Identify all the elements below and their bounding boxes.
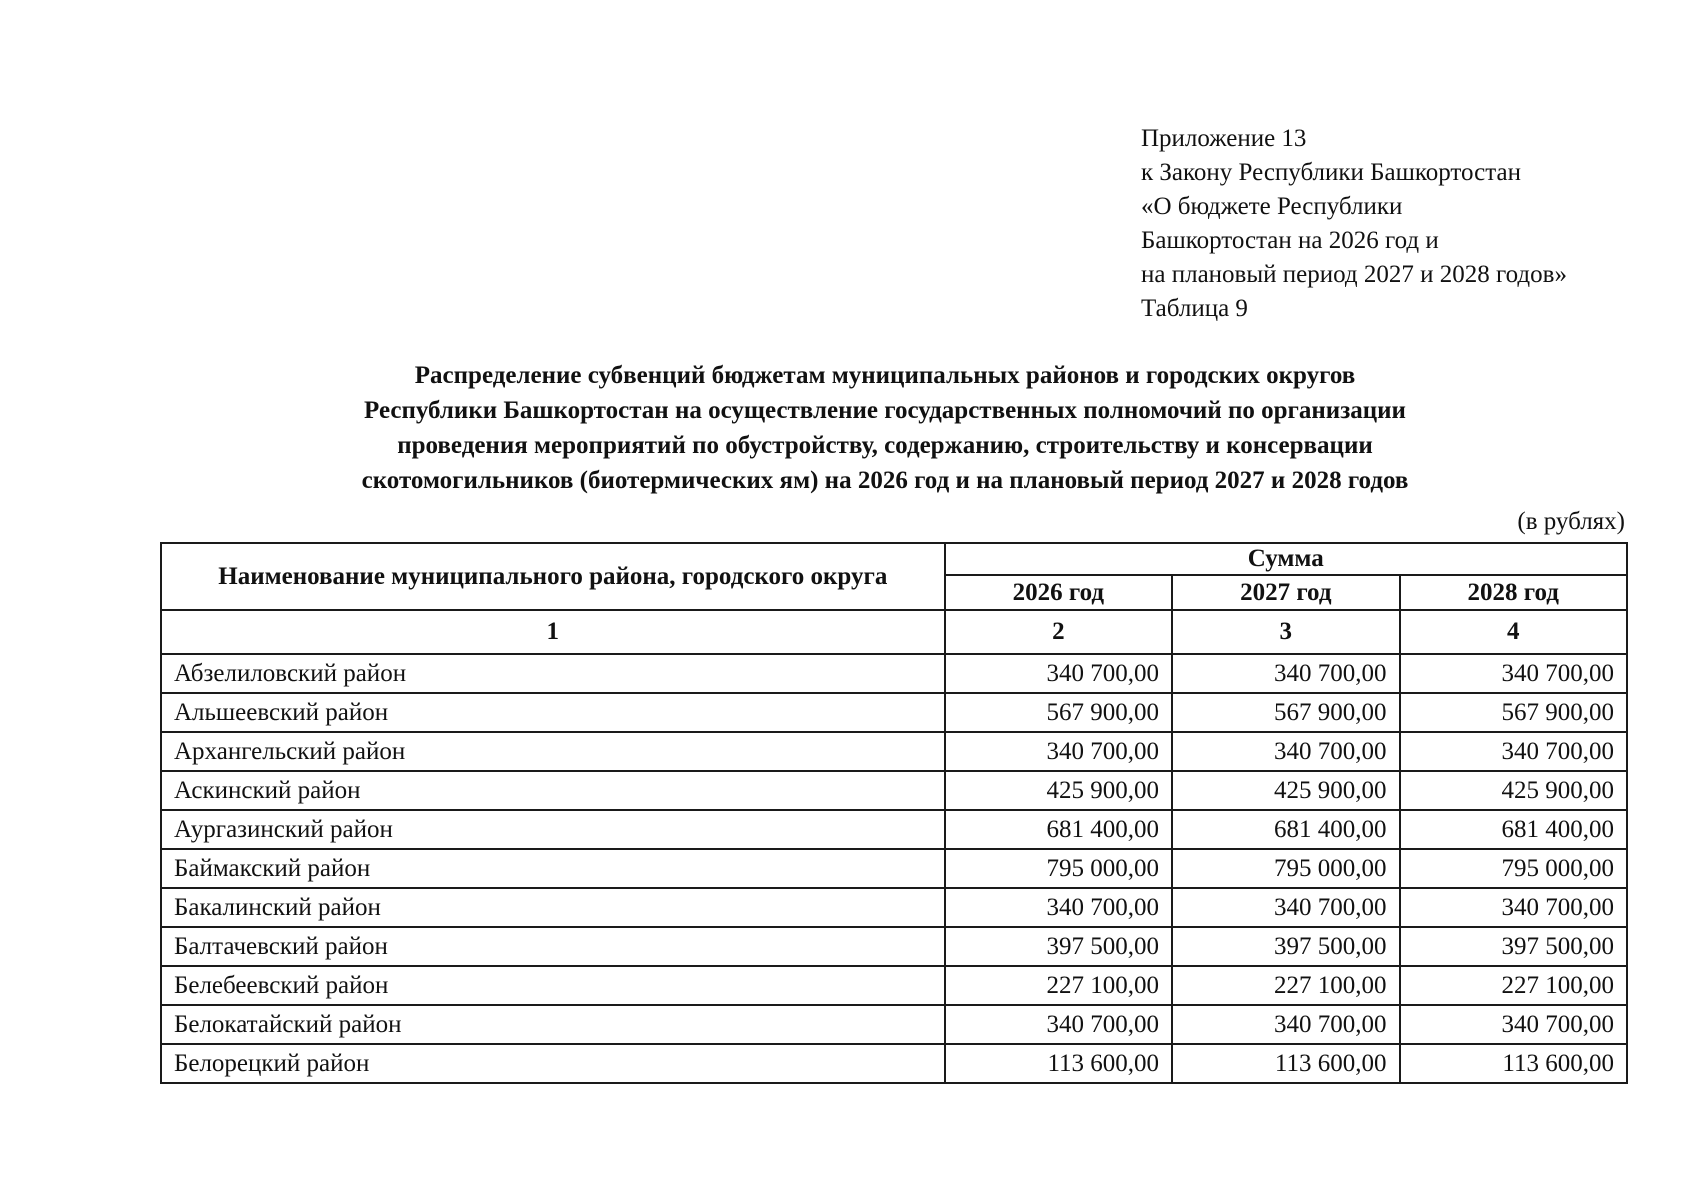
title-line: Республики Башкортостан на осуществление государственных полномочий по организации [364, 397, 1406, 424]
units-note: (в рублях) [1517, 508, 1625, 535]
table-row [161, 1044, 1627, 1083]
attachment-line: «О бюджете Республики [1141, 193, 1403, 220]
amount-2026-cell: 425 900,00 [945, 771, 1172, 810]
subvention-table [160, 542, 1628, 1084]
amount-2026-cell: 113 600,00 [945, 1044, 1172, 1083]
district-name-cell: Бакалинский район [161, 888, 945, 927]
district-name-cell: Белорецкий район [161, 1044, 945, 1083]
district-name-cell: Баймакский район [161, 849, 945, 888]
amount-2027-cell: 681 400,00 [1172, 810, 1399, 849]
table-number: Таблица 9 [1141, 295, 1248, 322]
district-name-cell: Балтачевский район [161, 927, 945, 966]
amount-2027-cell: 340 700,00 [1172, 888, 1399, 927]
table-row [161, 654, 1627, 693]
title-line: скотомогильников (биотермических ям) на 2026 год и на плановый период 2027 и 2028 годов [361, 467, 1409, 494]
amount-2027-cell: 567 900,00 [1172, 693, 1399, 732]
attachment-line: Приложение 13 [1141, 125, 1307, 152]
district-name-cell: Абзелиловский район [161, 654, 945, 693]
amount-2027-cell: 340 700,00 [1172, 732, 1399, 771]
amount-2026-cell: 567 900,00 [945, 693, 1172, 732]
district-name-cell: Архангельский район [161, 732, 945, 771]
district-name-cell: Аургазинский район [161, 810, 945, 849]
amount-2027-cell: 397 500,00 [1172, 927, 1399, 966]
amount-2028-cell: 425 900,00 [1400, 771, 1628, 810]
title-line: Распределение субвенций бюджетам муниципальных районов и городских округов [414, 362, 1356, 389]
column-number: 3 [1172, 610, 1399, 654]
amount-2027-cell: 425 900,00 [1172, 771, 1399, 810]
amount-2026-cell: 340 700,00 [945, 888, 1172, 927]
table-row [161, 849, 1627, 888]
amount-2028-cell: 227 100,00 [1400, 966, 1628, 1005]
table-row [161, 810, 1627, 849]
table-row [161, 927, 1627, 966]
amount-2028-cell: 340 700,00 [1400, 1005, 1628, 1044]
attachment-line: Башкортостан на 2026 год и [1141, 227, 1439, 254]
column-number: 4 [1400, 610, 1628, 654]
amount-2027-cell: 227 100,00 [1172, 966, 1399, 1005]
header-year-2028: 2028 год [1400, 575, 1628, 610]
attachment-reference [1141, 122, 1567, 326]
amount-2028-cell: 340 700,00 [1400, 888, 1628, 927]
table-row [161, 693, 1627, 732]
table-row [161, 966, 1627, 1005]
document-title [160, 358, 1610, 498]
district-name-cell: Белебеевский район [161, 966, 945, 1005]
amount-2026-cell: 340 700,00 [945, 654, 1172, 693]
amount-2026-cell: 340 700,00 [945, 732, 1172, 771]
amount-2028-cell: 340 700,00 [1400, 732, 1628, 771]
amount-2028-cell: 340 700,00 [1400, 654, 1628, 693]
column-number: 1 [161, 610, 945, 654]
amount-2026-cell: 795 000,00 [945, 849, 1172, 888]
title-line: проведения мероприятий по обустройству, содержанию, строительству и консервации [397, 432, 1373, 459]
amount-2027-cell: 340 700,00 [1172, 654, 1399, 693]
table-row [161, 732, 1627, 771]
amount-2028-cell: 113 600,00 [1400, 1044, 1628, 1083]
header-year-2027: 2027 год [1172, 575, 1399, 610]
table-row [161, 771, 1627, 810]
amount-2026-cell: 227 100,00 [945, 966, 1172, 1005]
district-name-cell: Альшеевский район [161, 693, 945, 732]
amount-2026-cell: 681 400,00 [945, 810, 1172, 849]
amount-2028-cell: 397 500,00 [1400, 927, 1628, 966]
header-name: Наименование муниципального района, городского округа [161, 543, 945, 610]
table-body [161, 654, 1627, 1083]
district-name-cell: Белокатайский район [161, 1005, 945, 1044]
header-sum: Сумма [945, 543, 1627, 575]
amount-2028-cell: 681 400,00 [1400, 810, 1628, 849]
amount-2026-cell: 397 500,00 [945, 927, 1172, 966]
attachment-line: к Закону Республики Башкортостан [1141, 159, 1521, 186]
amount-2027-cell: 340 700,00 [1172, 1005, 1399, 1044]
table-row [161, 1005, 1627, 1044]
header-year-2026: 2026 год [945, 575, 1172, 610]
column-number: 2 [945, 610, 1172, 654]
amount-2026-cell: 340 700,00 [945, 1005, 1172, 1044]
table-row [161, 888, 1627, 927]
amount-2028-cell: 567 900,00 [1400, 693, 1628, 732]
amount-2027-cell: 795 000,00 [1172, 849, 1399, 888]
amount-2028-cell: 795 000,00 [1400, 849, 1628, 888]
amount-2027-cell: 113 600,00 [1172, 1044, 1399, 1083]
district-name-cell: Аскинский район [161, 771, 945, 810]
attachment-line: на плановый период 2027 и 2028 годов» [1141, 261, 1567, 288]
